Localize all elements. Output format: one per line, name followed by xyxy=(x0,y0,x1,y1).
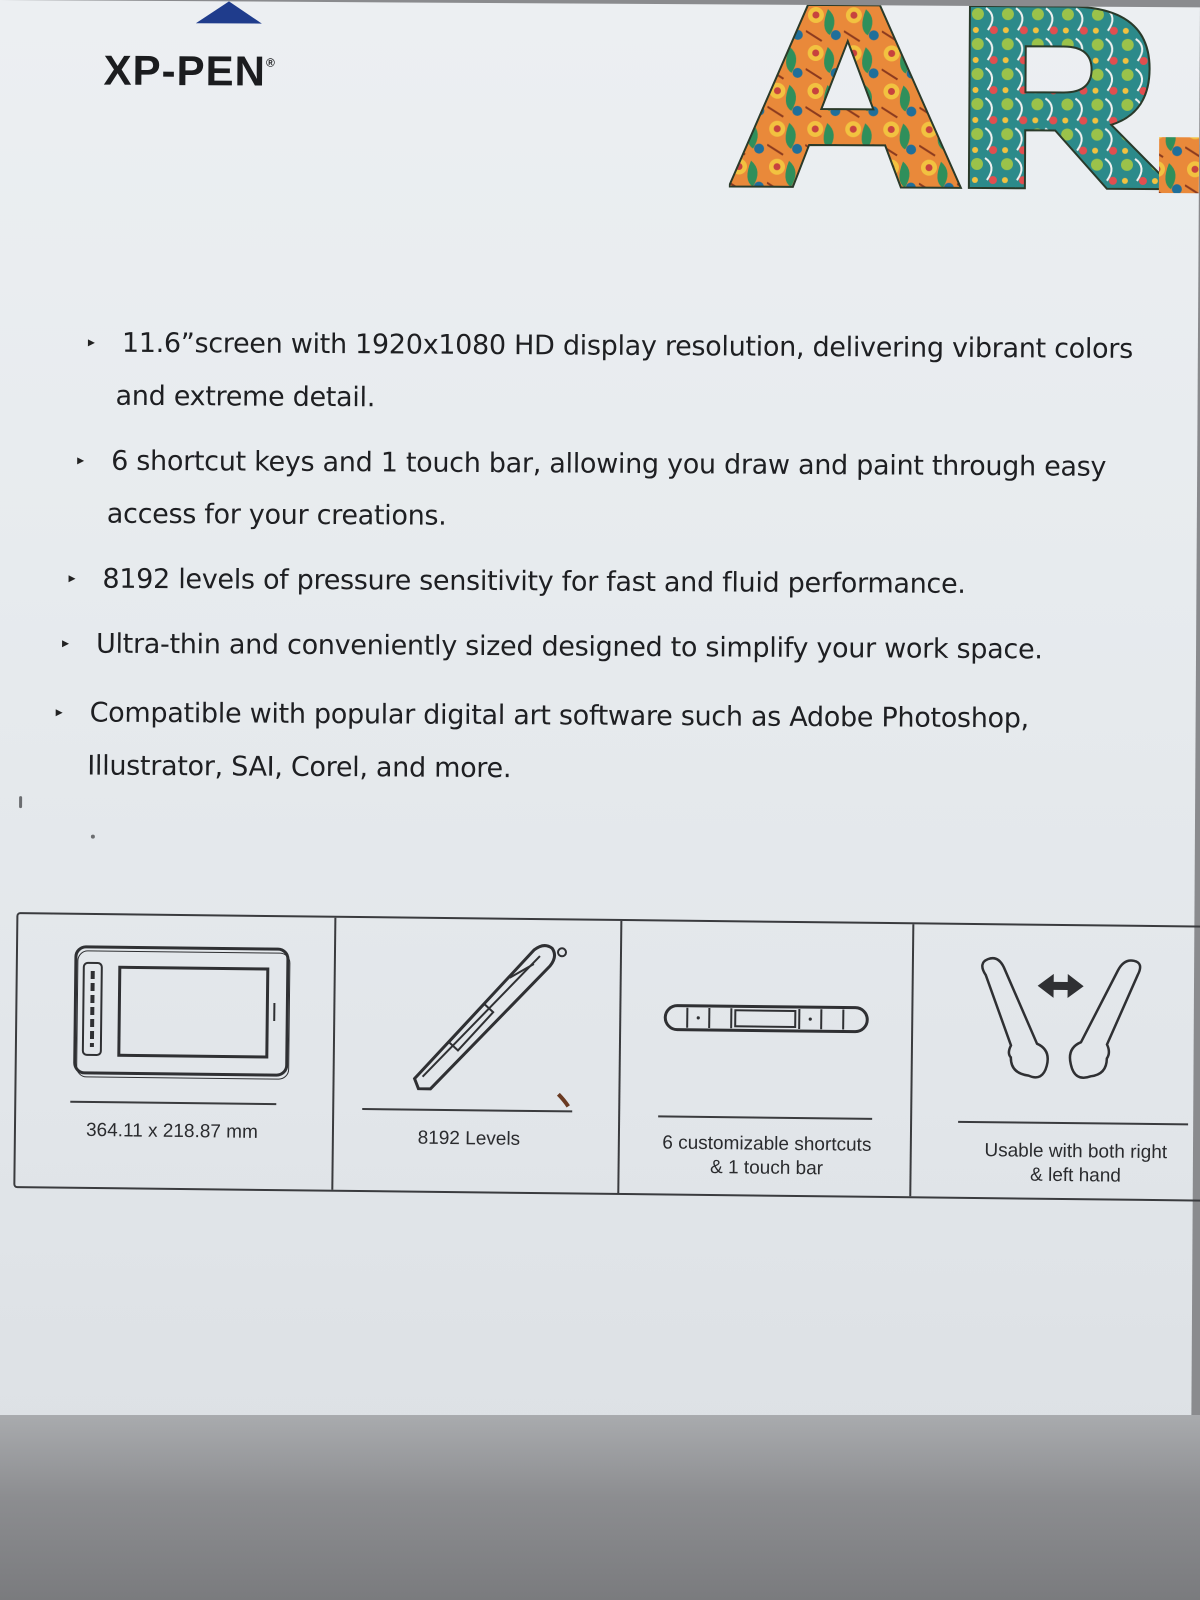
spec-caption-line: & 1 touch bar xyxy=(709,1157,824,1180)
brand-logo-text: XP-PEN xyxy=(103,46,267,95)
spec-caption: 8192 Levels xyxy=(417,1127,521,1150)
dust-speck xyxy=(91,835,95,839)
spec-caption-line: 6 customizable shortcuts xyxy=(662,1132,872,1156)
shortcut-bar-icon xyxy=(618,921,912,1114)
tablet-icon xyxy=(16,914,334,1104)
feature-item xyxy=(87,317,1162,429)
feature-item xyxy=(55,687,1170,800)
desk-surface xyxy=(0,1415,1200,1600)
feature-text-line: access for your creations. xyxy=(106,498,447,532)
feature-text-line: Ultra-thin and conveniently sized designed to simplify your work space. xyxy=(95,628,1043,666)
caption-divider xyxy=(958,1121,1188,1126)
feature-text-line: and extreme detail. xyxy=(115,380,376,414)
bullet-arrow-icon: ▸ xyxy=(55,704,63,721)
spec-strip xyxy=(13,912,1200,1202)
feature-text-line: 6 shortcut keys and 1 touch bar, allowing you draw and paint through easy xyxy=(111,445,1107,483)
bullet-arrow-icon: ▸ xyxy=(62,635,69,652)
spec-caption: 364.11 x 218.87 mm xyxy=(85,1119,258,1143)
spec-caption-line: & left hand xyxy=(1029,1164,1122,1187)
registered-mark: ® xyxy=(265,55,276,70)
feature-text-line: 8192 levels of pressure sensitivity for fast and fluid performance. xyxy=(102,563,966,600)
spec-cell-pressure xyxy=(331,918,622,1193)
feature-text-line: Compatible with popular digital art software such as Adobe Photoshop, xyxy=(89,697,1029,735)
spec-cell-shortcuts xyxy=(617,921,914,1196)
spec-caption xyxy=(953,1139,1198,1190)
both-hands-icon xyxy=(910,924,1200,1117)
feature-text-line: 11.6”screen with 1920x1080 HD display resolution, delivering vibrant colors xyxy=(121,327,1133,365)
bullet-arrow-icon: ▸ xyxy=(68,570,76,587)
patterned-art-lettering xyxy=(729,4,1200,193)
feature-item xyxy=(68,553,1152,612)
feature-text-line: Illustrator, SAI, Corel, and more. xyxy=(87,750,512,785)
brand-logo xyxy=(103,47,276,96)
dust-speck xyxy=(19,796,22,808)
spec-caption-line: Usable with both right xyxy=(984,1140,1168,1164)
logo-triangle-icon xyxy=(196,1,262,23)
feature-item xyxy=(77,435,1162,547)
spec-caption xyxy=(641,1131,892,1182)
caption-divider xyxy=(658,1115,872,1119)
feature-item xyxy=(62,618,1156,677)
spec-cell-size xyxy=(15,914,336,1190)
bullet-arrow-icon: ▸ xyxy=(87,334,95,351)
pen-icon xyxy=(332,918,620,1111)
spec-cell-hands xyxy=(909,924,1200,1199)
bullet-arrow-icon: ▸ xyxy=(77,452,84,469)
